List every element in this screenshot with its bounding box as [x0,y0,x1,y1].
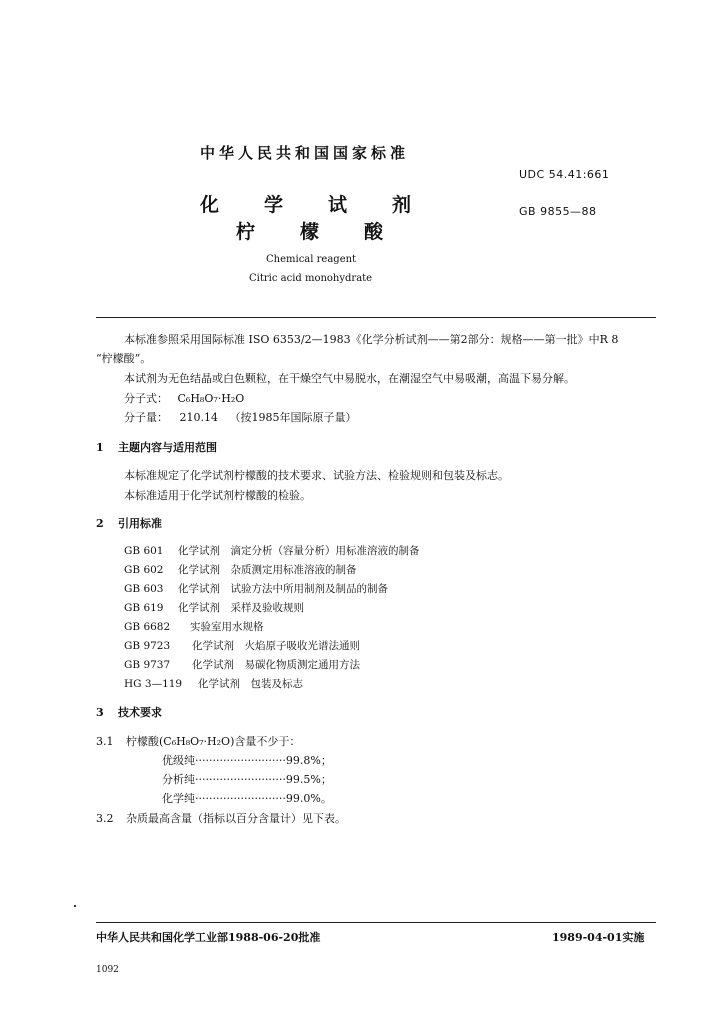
section-3-number: 3 [96,706,104,719]
reference-item [124,676,303,691]
clause-3-1-text: 柠檬酸(C₆H₈O₇·H₂O)含量不少于： [126,735,301,748]
header-divider [96,317,656,318]
grade-leader-dots: ·························· [195,773,286,786]
reference-text: 化学试剂 采样及验收规则 [178,602,304,614]
reference-item [124,562,357,577]
section-2-number: 2 [96,517,104,530]
title-english-line1: Chemical reagent [266,254,357,265]
section-1-paragraph-2: 本标准适用于化学试剂柠檬酸的检验。 [124,489,311,502]
section-3-title: 技术要求 [118,706,162,719]
effective-date: 1989-04-01实施 [552,931,645,944]
intro-paragraph-2: 本试剂为无色结晶或白色颗粒，在干燥空气中易脱水，在潮湿空气中易吸潮，高温下易分解。 [124,372,575,385]
reference-code: GB 6682 [124,621,171,633]
section-1-paragraph-1: 本标准规定了化学试剂柠檬酸的技术要求、试验方法、检验规则和包装及标志。 [124,469,509,482]
national-standard-title: 中华人民共和国国家标准 [200,144,410,162]
approval-statement: 中华人民共和国化学工业部1988-06-20批准 [96,931,321,944]
clause-3-2-text: 杂质最高含量（指标以百分含量计）见下表。 [126,812,346,825]
reference-text: 化学试剂 杂质测定用标准溶液的制备 [178,564,357,576]
footer-divider [96,922,656,923]
grade-value: 99.5%； [285,773,332,786]
reference-item [124,581,388,596]
section-1-title: 主题内容与适用范围 [118,441,217,454]
reference-code: HG 3—119 [124,678,183,690]
reference-code: GB 9737 [124,659,171,671]
intro-paragraph-1-line2: “柠檬酸”。 [96,352,152,365]
grade-leader-dots: ·························· [195,754,286,767]
reference-text: 化学试剂 易碳化物质测定通用方法 [192,659,360,671]
grade-name: 分析纯 [162,773,195,786]
clause-3-2 [96,810,346,826]
section-1-number: 1 [96,441,104,454]
grade-leader-dots: ·························· [195,792,286,805]
reference-text: 化学试剂 火焰原子吸收光谱法通则 [192,640,360,652]
clause-3-2-number: 3.2 [96,812,114,825]
gb-number: GB 9855—88 [519,205,597,218]
reference-item [124,619,264,634]
formula-value: C₆H₈O₇·H₂O [177,392,245,405]
intro-paragraph-1-line1: 本标准参照采用国际标准 ISO 6353/2—1983《化学分析试剂——第2部分：规格——第一批》中R 8 [124,333,619,346]
section-3-heading [96,704,162,720]
molecular-weight-line [124,409,357,425]
section-2-heading [96,515,162,531]
udc-code: UDC 54.41:661 [519,168,610,181]
molecular-weight-note: （按1985年国际原子量） [229,411,357,424]
clause-3-1 [96,733,300,749]
page-number: 1092 [96,965,119,975]
formula-label: 分子式： [124,392,168,405]
reference-code: GB 602 [124,564,164,576]
section-2-title: 引用标准 [118,517,162,530]
grade-row [162,752,332,768]
reference-item [124,638,360,653]
reference-item [124,657,360,672]
section-1-heading [96,439,217,455]
reference-code: GB 601 [124,545,164,557]
reference-item [124,543,420,558]
reference-text: 化学试剂 包装及标志 [198,678,303,690]
grade-name: 化学纯 [162,792,195,805]
reference-code: GB 619 [124,602,164,614]
reference-text: 实验室用水规格 [190,621,264,633]
scan-mark [74,905,76,907]
reference-code: GB 603 [124,583,164,595]
grade-row [162,790,332,806]
reference-text: 化学试剂 试验方法中所用制剂及制品的制备 [178,583,388,595]
grade-name: 优级纯 [162,754,195,767]
formula-line [124,390,244,406]
reference-text: 化学试剂 滴定分析（容量分析）用标准溶液的制备 [178,545,420,557]
grade-value: 99.8%； [285,754,332,767]
reference-code: GB 9723 [124,640,171,652]
molecular-weight-label: 分子量： [124,411,168,424]
molecular-weight-value: 210.14 [179,411,218,424]
grade-row [162,771,332,787]
grade-value: 99.0%。 [285,792,332,805]
title-chinese-line2: 柠檬酸 [236,221,429,243]
title-chinese-line1: 化学试剂 [200,194,457,216]
title-english-line2: Citric acid monohydrate [249,273,373,284]
reference-item [124,600,304,615]
clause-3-1-number: 3.1 [96,735,114,748]
